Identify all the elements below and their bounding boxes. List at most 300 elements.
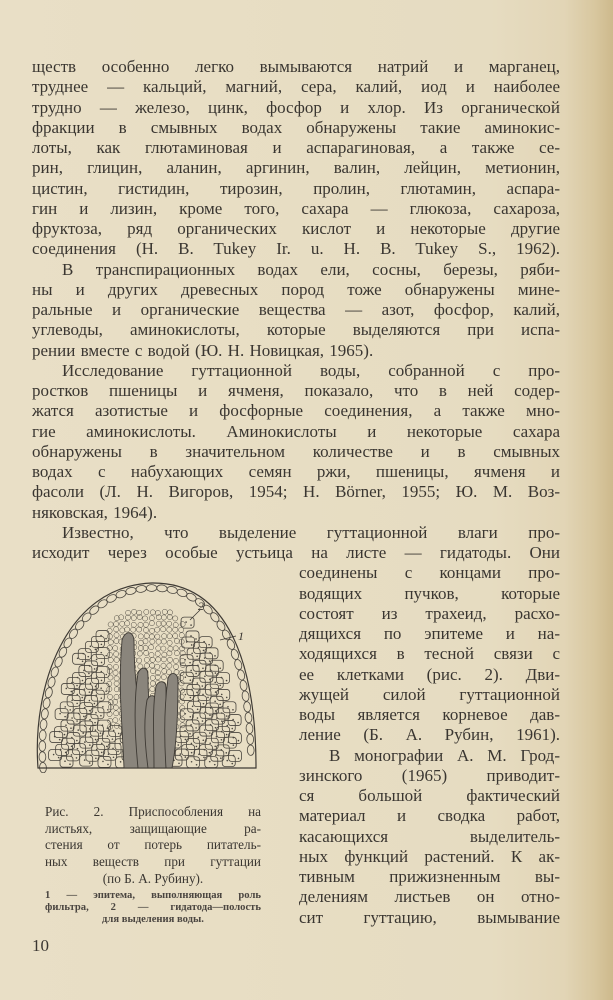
cell [197,736,199,738]
cell [71,717,73,719]
cell [120,761,122,763]
cell [209,732,211,734]
text-line: рении вместе с водой (Ю. Н. Новицкая, 1965). [32,340,374,360]
cell [101,752,103,754]
cell [89,700,91,702]
cell [167,621,172,626]
text-line: сит гуттацию, вымывание [299,907,560,927]
cell [227,706,229,708]
cell [167,634,172,639]
cell [66,742,68,744]
cell [196,746,198,748]
cell [108,657,113,662]
cell [243,701,251,712]
cell [69,709,71,711]
cell [114,694,119,699]
figure-label-1: 1 [238,629,244,643]
cell [204,657,206,659]
cell [131,627,136,632]
cell [113,621,118,626]
cell [149,645,154,650]
cell [100,732,102,734]
cell [114,681,119,686]
cell [241,690,249,701]
cell [144,609,149,614]
cell [209,761,211,763]
cell [64,716,66,718]
cell [144,657,149,662]
cell [215,710,217,712]
cell [150,675,155,680]
cell [238,758,240,760]
cell [209,611,221,623]
cell [92,654,105,665]
cell [105,655,107,657]
text-line: ных функций растений. К ак- [299,846,560,866]
cell [114,633,119,638]
cell [155,651,160,656]
cell [102,706,104,708]
cell [113,756,115,758]
cell [210,669,212,671]
cell [173,664,178,669]
text-line: В транспирационных водах ели, сосны, березы, ряби- [62,259,560,279]
cell [167,627,172,632]
cell [203,757,205,759]
text-line: жатся азотистые и фосфорные соединения, а также мно- [32,401,560,421]
cell [64,706,66,708]
cell [207,697,209,699]
cell [107,634,112,639]
cell [162,609,167,614]
cell [184,713,186,715]
text-line: водящих пучков, которые [299,583,560,603]
cell [167,640,172,645]
cell [246,723,254,734]
cell [185,756,187,758]
cell [114,638,119,643]
cell [112,738,114,740]
body-text [32,57,560,928]
cell [173,616,178,621]
cell [59,739,61,741]
cell [150,610,155,615]
text-line: Исследование гуттационной воды, собранной с про- [62,360,560,380]
cell [89,744,91,746]
cell [226,734,228,736]
cell [114,676,119,681]
paragraph-2 [32,260,560,361]
text-line: труднее — кальций, магний, сера, калий, иод и наиболее [32,77,560,97]
cell [113,670,118,675]
cell [209,742,211,744]
text-line: жущей силой гуттационной [299,684,560,704]
text-line: водах с набухающих семян ржи, пшеницы, ячменя и [32,462,560,481]
cell [179,694,184,699]
cell [107,764,109,766]
cell [150,639,155,644]
cell [226,760,228,762]
cell [138,645,143,650]
caption-line: ных веществ при гуттации [45,854,261,870]
cell [94,722,96,724]
text-line: соединения (H. B. Tukey Ir. u. H. B. Tukey S., 1962). [32,239,560,259]
cell [231,728,233,730]
text-line: исходит через особые устьица на листе — гидатоды. Они [32,543,560,562]
cell [82,661,84,663]
cell [221,694,223,696]
cell [82,680,84,682]
text-line: ростков пшеницы и ячменя, показало, что в ней содер- [32,381,560,400]
text-line: ществ особенно легко вымываются натрий и марганец, [32,57,560,76]
cell [226,725,228,727]
cell [150,686,155,691]
cell [137,658,142,663]
cell [185,676,187,678]
cell [245,712,253,723]
cell [196,682,198,684]
cell [202,694,204,696]
cell [214,655,216,657]
cell [178,762,180,764]
text-line: гин и лизин, кроме того, сахара — глюкоза, сахароза, [32,198,560,218]
cell [77,748,79,750]
text-line: обнаружены в значительном количестве и в смывных [32,441,560,461]
cell [105,690,107,692]
cell [204,712,206,714]
cell [98,702,111,713]
text-line: лоты, как глютаминовая и аспарагиновая, а также се- [32,138,560,157]
cell [166,585,178,594]
cell [54,736,56,738]
text-line: Известно, что выделение гуттационной влаги про- [62,522,560,542]
cell [65,724,67,726]
cell [189,716,191,718]
cell [125,621,130,626]
cell [221,739,223,741]
cell [117,751,119,753]
text-line: ральные и органические вещества — азот, фосфор, калий, [32,300,560,319]
cell [131,615,136,620]
text-line: фасоли (Л. Н. Вигоров, 1954; H. Börner, 1955; Ю. М. Воз- [32,482,560,502]
cell [204,676,206,678]
cell [149,628,154,633]
cell [179,627,184,632]
cell [89,762,91,764]
cell [39,741,46,752]
paragraph-3 [32,361,560,523]
cell [150,657,155,662]
cell [233,744,235,746]
cell [214,745,216,747]
text-line: ны и других древесных пород тоже обнаружены мине- [32,279,560,299]
cell [215,672,217,674]
cell [201,685,203,687]
cell [60,702,73,713]
cell [173,627,178,632]
cell [113,718,118,723]
cell [114,711,119,716]
cell [69,763,71,765]
cell [108,694,113,699]
cell [180,672,193,683]
cell [184,659,186,661]
cell [155,664,160,669]
cell [101,644,103,646]
cell [214,682,216,684]
cell [161,627,166,632]
cell [143,639,148,644]
cell [137,627,142,632]
cell [186,631,199,642]
cell [64,734,66,736]
cell [94,668,96,670]
cell [59,713,61,715]
cell [82,751,84,753]
cell [55,709,68,720]
cell [40,719,48,730]
cell [203,650,205,652]
cell [125,615,130,620]
cell [150,668,155,673]
cell [209,752,211,754]
cell [108,622,113,627]
cell [174,651,179,656]
cell [113,705,118,710]
cell [214,701,216,703]
cell [76,685,78,687]
cell [39,730,46,741]
cell [83,716,85,718]
cell [114,627,119,632]
cell [180,655,193,666]
text-line: фракции в смывных водах обнаружены такие аминокис- [32,117,560,137]
cell [198,754,200,756]
cell [94,703,96,705]
cell [185,739,187,741]
cell [191,761,193,763]
cell [89,691,91,693]
cell [47,676,56,688]
cell [247,734,254,745]
cell [156,657,161,662]
hydathode-figure [30,578,270,773]
note-line: 1 — эпитема, выполняющая роль [45,890,261,901]
note-line: для выделения воды. [102,914,204,925]
cell [237,722,239,724]
cell [138,622,143,627]
cell [220,757,222,759]
cell [155,634,160,639]
cell [108,640,113,645]
paragraph-1 [32,57,560,260]
cell [149,652,154,657]
cell [100,652,102,654]
cell [226,697,228,699]
cell [76,720,78,722]
cell [232,709,234,711]
cell [173,633,178,638]
cell [101,680,103,682]
cell [131,609,136,614]
cell [143,627,148,632]
cell [179,699,184,704]
cell [174,638,179,643]
cell [173,646,178,651]
cell [156,646,161,651]
cell [197,717,199,719]
cell [215,727,217,729]
cell [144,650,149,655]
page-number: 10 [32,936,49,955]
text-line: зинского (1965) приводит- [299,765,560,785]
text-line: трудно — железо, цинк, фосфор и хлор. Из органической [32,97,560,117]
cell [105,674,107,676]
cell [190,670,192,672]
caption-line: листьях, защищающие ра- [45,820,261,836]
text-line: ление (Б. А. Рубин, 1961). [299,725,560,745]
cell [162,669,167,674]
cell [177,744,179,746]
cell [161,615,166,620]
cell [82,732,84,734]
cell [144,663,149,668]
text-line: углеводы, аминокислоты, которые выделяются при испа- [32,320,560,340]
text-line: рин, глицин, аланин, аргинин, валин, лейцин, метионин, [32,158,560,178]
text-line: делениям листьев он отно- [299,887,560,907]
cell [226,715,228,717]
cell [136,585,147,593]
cell [84,741,86,743]
cell [76,740,78,742]
cell [190,635,192,637]
cell [195,673,197,675]
cell [202,739,204,741]
cell [98,756,111,767]
cell [44,687,53,699]
cell [202,720,204,722]
cell [77,658,79,660]
cell [113,664,118,669]
cell [156,621,161,626]
cell [101,662,103,664]
cell [190,697,192,699]
cell [209,715,211,717]
cell [65,688,67,690]
cell [185,621,187,623]
cell [231,763,233,765]
text-line: ее клетками (рис. 2). Дви- [299,664,560,684]
cell [107,668,112,673]
cell [155,627,160,632]
cell [125,610,130,615]
text-line: состоят из трахеид, расхо- [299,603,560,623]
cell [247,745,254,756]
cell [196,655,198,657]
cell [195,727,197,729]
cell [195,638,197,640]
text-line: соединены с концами про- [299,563,560,583]
cell [167,651,172,656]
text-line: цистин, гистидин, тирозин, пролин, глютамин, аспара- [32,178,560,198]
cell [237,669,246,681]
cell [189,662,191,664]
cell [125,586,137,595]
cell [196,692,198,694]
cell [215,691,217,693]
cell [203,703,205,705]
cell [149,634,154,639]
cell [149,663,154,668]
cell [192,705,194,707]
text-line: дящихся по эпитеме и на- [299,624,560,643]
cell [228,741,230,743]
cell [173,658,178,663]
cell [234,659,243,671]
cell [88,673,90,675]
cell [137,651,142,656]
caption-line: стения от потерь питатель- [45,837,261,853]
cell [114,651,119,656]
cell [226,680,228,682]
cell [71,700,73,702]
text-line: воды является корневое дав- [299,705,560,724]
cell [120,621,125,626]
cell [76,757,78,759]
note-line: фильтра, 2 — гидатода—полость [45,902,261,913]
text-line: В монографии А. М. Грод- [329,745,560,765]
cell [196,764,198,766]
cell [95,712,97,714]
cell [84,759,86,761]
cell [58,757,60,759]
cell [222,721,235,732]
cell [150,681,155,686]
tracheids [120,633,178,768]
cell [89,719,91,721]
cell [219,704,221,706]
cell [88,604,100,616]
cell [161,639,166,644]
text-line: ся большой фактический [299,786,560,805]
cell [216,717,218,719]
cell [185,694,187,696]
caption-line: (по Б. А. Рубину). [102,870,204,886]
cell [149,616,154,621]
cell [144,633,149,638]
cell [161,663,166,668]
cell [143,622,148,627]
cell [200,671,213,682]
cell [106,746,108,748]
cell [96,659,98,661]
cell [214,764,216,766]
cell [161,674,166,679]
cell [39,752,46,763]
cell [118,733,120,735]
text-line: ходящихся в тесной связи с [299,644,560,664]
cell [90,646,92,648]
cell [161,621,166,626]
cell [191,644,193,646]
figure-label-2: 2 [198,599,204,613]
cell [81,611,93,623]
cell [197,708,199,710]
cell [239,680,248,692]
figure-caption [45,804,261,887]
cell [89,710,91,712]
cell [74,619,86,631]
